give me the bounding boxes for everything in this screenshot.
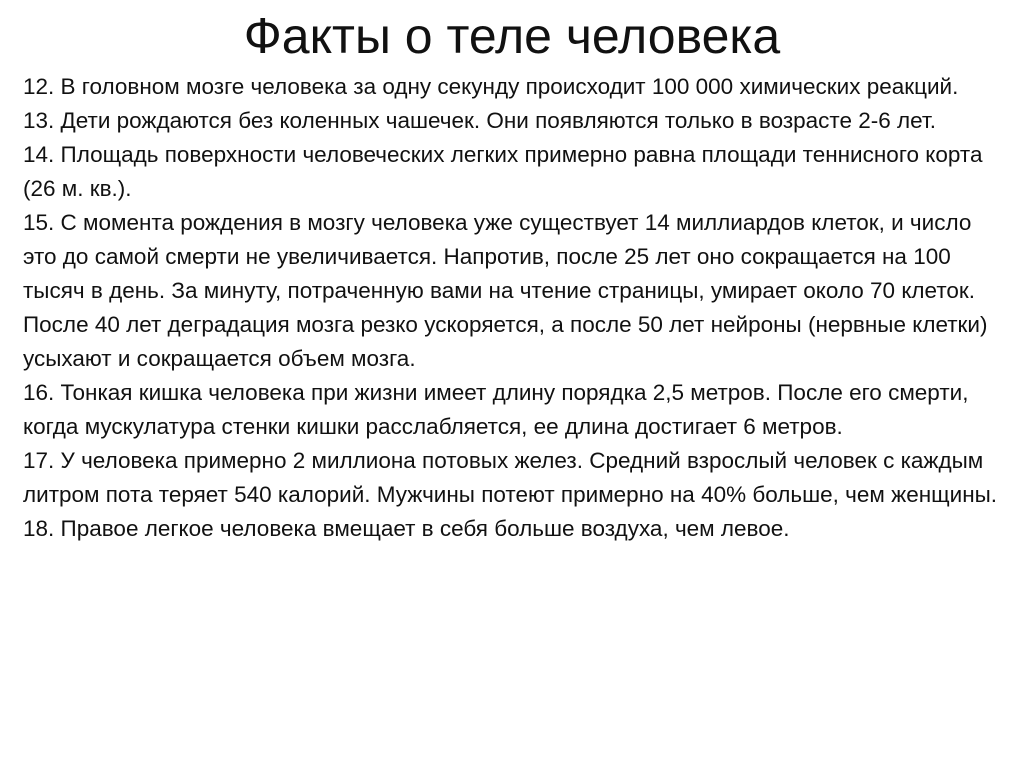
fact-item: 17. У человека примерно 2 миллиона потовых желез. Средний взрослый человек с каждым литром пота теряет 540 калорий. Мужчины потеют примерно на 40% больше, чем женщины. bbox=[23, 448, 998, 507]
fact-item: 15. С момента рождения в мозгу человека уже существует 14 миллиардов клеток, и число это до самой смерти не увеличивается. Напротив, после 25 лет оно сокращается на 100 тысяч в день. За минуту, потраченную вами на чтение страницы, умирает около 70 клеток. После 40 лет деградация мозга резко ускоряется, а после 50 лет нейроны (нервные клетки) усыхают и сокращается объем мозга. bbox=[23, 210, 988, 371]
facts-list bbox=[23, 70, 1003, 546]
fact-item: 12. В головном мозге человека за одну секунду происходит 100 000 химических реакций. bbox=[23, 74, 959, 99]
fact-item: 18. Правое легкое человека вмещает в себя больше воздуха, чем левое. bbox=[23, 516, 790, 541]
fact-item: 16. Тонкая кишка человека при жизни имеет длину порядка 2,5 метров. После его смерти, когда мускулатура стенки кишки расслабляется, ее длина достигает 6 метров. bbox=[23, 380, 969, 439]
slide-title: Факты о теле человека bbox=[243, 8, 781, 64]
fact-item: 13. Дети рождаются без коленных чашечек. Они появляются только в возрасте 2-6 лет. bbox=[23, 108, 936, 133]
fact-item: 14. Площадь поверхности человеческих легких примерно равна площади теннисного корта (26 м. кв.). bbox=[23, 142, 983, 201]
